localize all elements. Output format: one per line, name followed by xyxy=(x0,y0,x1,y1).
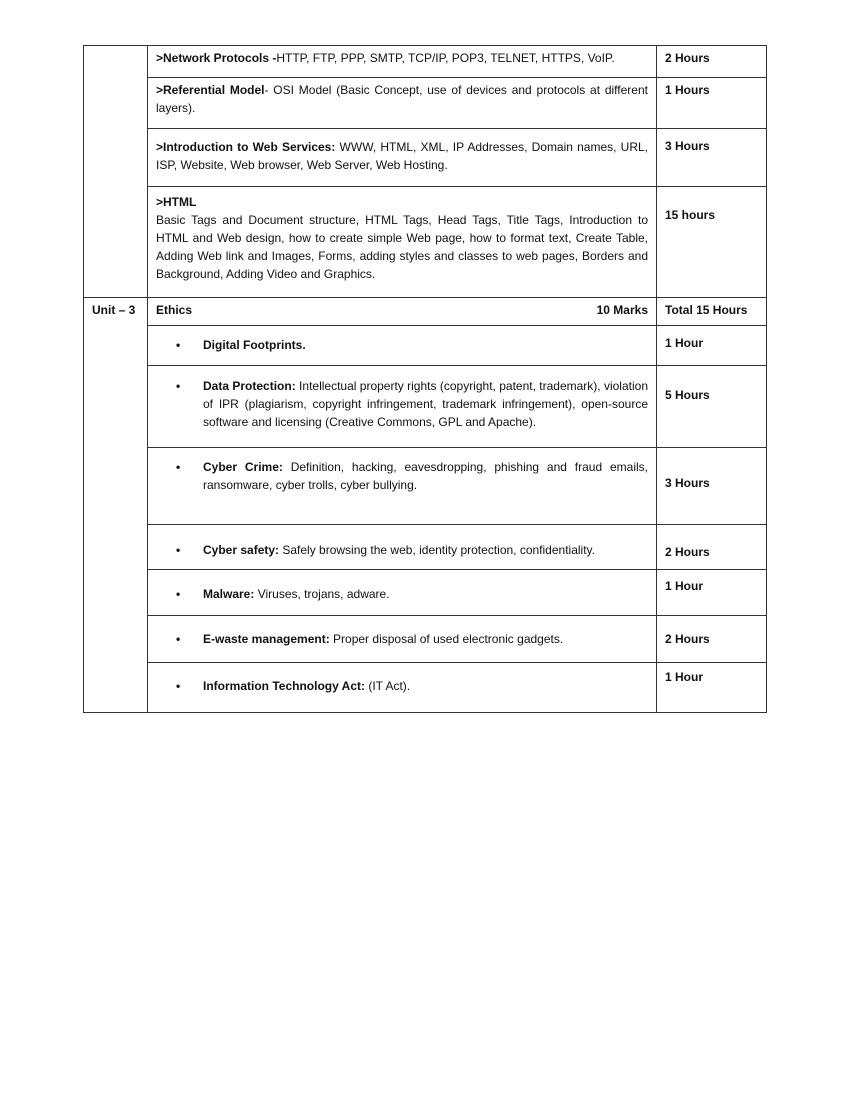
topic-cell xyxy=(148,366,657,448)
topic-cell xyxy=(148,129,657,187)
topic-cell xyxy=(148,525,657,570)
topic-lead: E-waste management: xyxy=(203,632,330,646)
unit-header-row xyxy=(84,298,767,326)
topic-text: (IT Act). xyxy=(365,679,411,693)
topic-lead: >Referential Model xyxy=(156,83,265,97)
bullet-icon: • xyxy=(176,338,181,352)
table-row xyxy=(84,129,767,187)
hours-cell: 5 Hours xyxy=(657,366,767,448)
topic-text: Definition, hacking, eavesdropping, phishing and fraud emails, ransomware, cyber trolls, cyber bullying. xyxy=(203,460,648,492)
topic-cell xyxy=(148,663,657,713)
unit-total-hours: Total 15 Hours xyxy=(657,298,767,326)
table-row xyxy=(84,46,767,78)
table-row xyxy=(84,448,767,525)
hours-cell: 1 Hour xyxy=(657,326,767,366)
topic-lead: Malware: xyxy=(203,587,255,601)
topic-lead: >HTML xyxy=(156,195,197,209)
topic-lead: Cyber Crime: xyxy=(203,460,283,474)
topic-lead: >Introduction to Web Services: xyxy=(156,140,336,154)
topic-lead: Cyber safety: xyxy=(203,543,280,557)
topic-text: Basic Tags and Document structure, HTML Tags, Head Tags, Title Tags, Introduction to HTML and Web design, how to create simple Web page, how to format text, Create Table, Adding Web link and Images, Forms, adding styles and classes to web pages, Borders and Background, Adding Video and Graphics. xyxy=(156,213,648,281)
table-row xyxy=(84,616,767,663)
unit-label: Unit – 3 xyxy=(84,298,148,713)
unit-title-cell xyxy=(148,298,657,326)
table-row xyxy=(84,570,767,616)
bullet-icon: • xyxy=(176,632,181,646)
table-row xyxy=(84,525,767,570)
topic-cell xyxy=(148,616,657,663)
hours-cell: 2 Hours xyxy=(657,46,767,78)
hours-cell: 2 Hours xyxy=(657,616,767,663)
topic-text: HTTP, FTP, PPP, SMTP, TCP/IP, POP3, TELNET, HTTPS, VoIP. xyxy=(276,51,615,65)
hours-cell: 15 hours xyxy=(657,187,767,298)
topic-text: Safely browsing the web, identity protection, confidentiality. xyxy=(279,543,595,557)
hours-cell: 1 Hour xyxy=(657,570,767,616)
topic-text: Proper disposal of used electronic gadgets. xyxy=(329,632,564,646)
table-row xyxy=(84,78,767,129)
unit-cell-empty xyxy=(84,46,148,298)
topic-text: WWW, HTML, XML, IP Addresses, Domain names, URL, ISP, Website, Web browser, Web Server, Web Hosting. xyxy=(156,140,649,172)
topic-cell xyxy=(148,326,657,366)
table-row xyxy=(84,366,767,448)
hours-cell: 1 Hour xyxy=(657,663,767,713)
topic-cell xyxy=(148,78,657,129)
table-row xyxy=(84,326,767,366)
bullet-icon: • xyxy=(176,460,181,474)
topic-text: Intellectual property rights (copyright, patent, trademark), violation of IPR (plagiarism, copyright infringement, trademark infringement), open-source software and licensing (Creative Commons, GPL and Apache). xyxy=(203,379,648,429)
topic-text: - OSI Model (Basic Concept, use of devices and protocols at different layers). xyxy=(156,83,648,115)
bullet-icon: • xyxy=(176,679,181,693)
hours-cell: 2 Hours xyxy=(657,525,767,570)
topic-cell xyxy=(148,570,657,616)
topic-lead: Digital Footprints. xyxy=(203,338,306,352)
table-row xyxy=(84,663,767,713)
bullet-icon: • xyxy=(176,379,181,393)
hours-cell: 3 Hours xyxy=(657,448,767,525)
unit-title: Ethics xyxy=(156,303,193,317)
hours-cell: 3 Hours xyxy=(657,129,767,187)
syllabus-table xyxy=(83,45,767,713)
topic-lead: >Network Protocols - xyxy=(156,51,277,65)
topic-lead: Data Protection: xyxy=(203,379,296,393)
table-row xyxy=(84,187,767,298)
topic-cell xyxy=(148,187,657,298)
unit-marks: 10 Marks xyxy=(596,303,648,317)
hours-cell: 1 Hours xyxy=(657,78,767,129)
bullet-icon: • xyxy=(176,543,181,557)
topic-cell xyxy=(148,448,657,525)
topic-cell xyxy=(148,46,657,78)
topic-lead: Information Technology Act: xyxy=(203,679,365,693)
bullet-icon: • xyxy=(176,587,181,601)
topic-text: Viruses, trojans, adware. xyxy=(254,587,390,601)
